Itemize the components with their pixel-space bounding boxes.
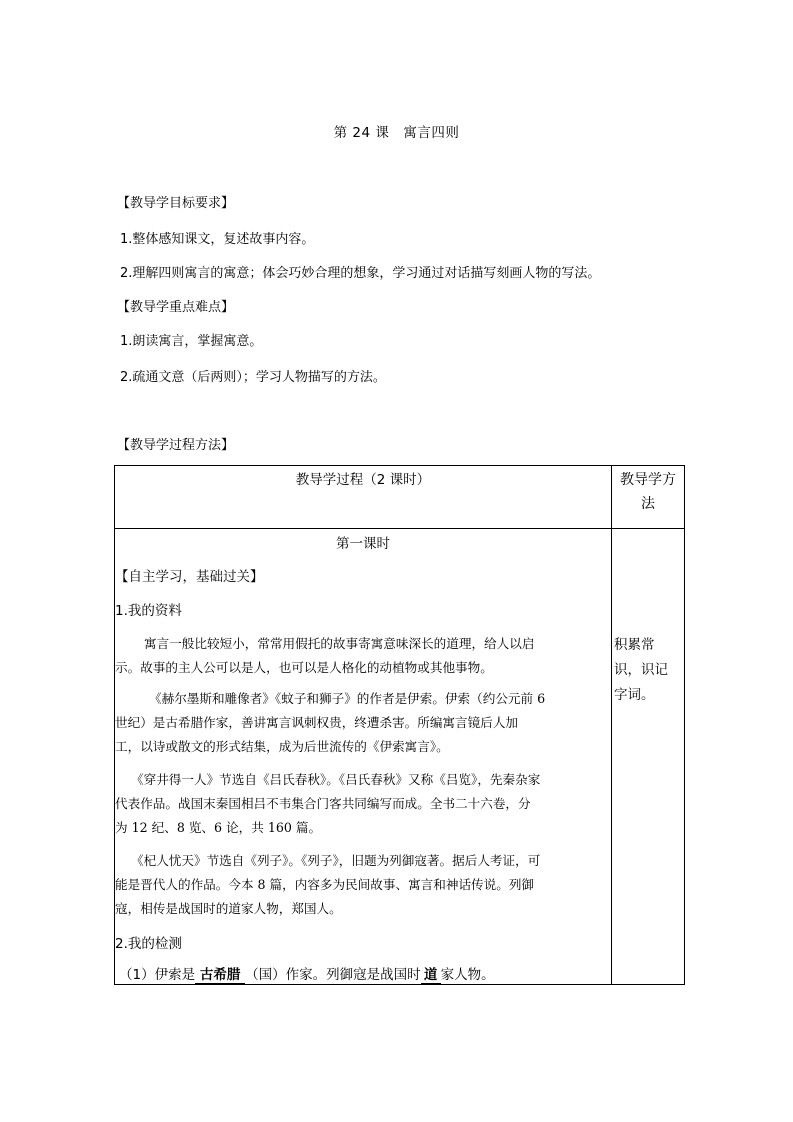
key-item-1: 1.朗读寓言，掌握寓意。 [120, 334, 263, 349]
process-cell [115, 529, 612, 985]
para3-line2: 代表作品。战国末秦国相吕不韦集合门客共同编写而成。全书二十六卷，分 [115, 796, 531, 811]
process-heading: 【教导学过程方法】 [117, 438, 235, 453]
my-test-heading: 2.我的检测 [115, 936, 182, 952]
para2-line1: 《赫尔墨斯和雕像者》《蚊子和狮子》的作者是伊索。伊索（约公元前 6 [149, 691, 546, 706]
table-header-process [115, 466, 612, 529]
q1-answer-country: 古希腊 [195, 963, 245, 984]
process-table [114, 465, 685, 985]
question-1 [119, 963, 495, 984]
para2-line2: 世纪）是古希腊作家，善讲寓言讽刺权贵，终遭杀害。所编寓言镜后人加 [115, 715, 518, 730]
para3-line3: 为 12 纪、8 览、6 论，共 160 篇。 [115, 820, 322, 835]
q1-suffix: 家人物。 [440, 967, 495, 983]
para1-line2: 示。故事的主人公可以是人，也可以是人格化的动植物或其他事物。 [115, 660, 493, 675]
q1-prefix: （1）伊索是 [119, 967, 196, 983]
goals-heading: 【教导学目标要求】 [117, 196, 235, 211]
my-material-heading: 1.我的资料 [115, 603, 182, 619]
header-process-label: 教导学过程（2 课时） [295, 472, 431, 488]
method-line2: 识，识记 [614, 662, 668, 678]
self-study-heading: 【自主学习，基础过关】 [115, 569, 264, 585]
goal-item-2: 2.理解四则寓言的寓意；体会巧妙合理的想象，学习通过对话描写刻画人物的写法。 [120, 266, 601, 281]
q1-answer-school: 道 [421, 963, 441, 984]
method-line3: 字词。 [614, 687, 655, 703]
para2-line3: 工，以诗或散文的形式结集，成为后世流传的《伊索寓言》。 [115, 739, 449, 754]
lesson-title: 第一课时 [336, 536, 390, 552]
para3-line1: 《穿井得一人》节选自《吕氏春秋》。《吕氏春秋》又称《吕览》，先秦杂家 [131, 772, 541, 787]
header-method-line2: 法 [641, 496, 655, 512]
method-line1: 积累常 [614, 637, 655, 653]
para4-line1: 《杞人忧天》节选自《列子》。《列子》，旧题为列御寇著。据后人考证，可 [131, 853, 541, 868]
table-header-method [612, 466, 685, 529]
method-note [614, 633, 668, 708]
para1-line1: 寓言一般比较短小，常常用假托的故事寄寓意味深长的道理，给人以启 [144, 636, 535, 651]
page-title: 第 24 课 寓言四则 [333, 125, 460, 141]
method-cell [612, 529, 685, 985]
header-method-line1: 教导学方 [620, 472, 676, 488]
q1-middle: （国）作家。列御寇是战国时 [245, 967, 421, 983]
para4-line2: 能是晋代人的作品。今本 8 篇，内容多为民间故事、寓言和神话传说。列御 [115, 877, 535, 892]
key-heading: 【教导学重点难点】 [117, 300, 235, 315]
key-item-2: 2.疏通文意（后两则）；学习人物描写的方法。 [120, 370, 386, 385]
para4-line3: 寇，相传是战国时的道家人物，郑国人。 [115, 901, 342, 916]
goal-item-1: 1.整体感知课文，复述故事内容。 [120, 232, 315, 247]
